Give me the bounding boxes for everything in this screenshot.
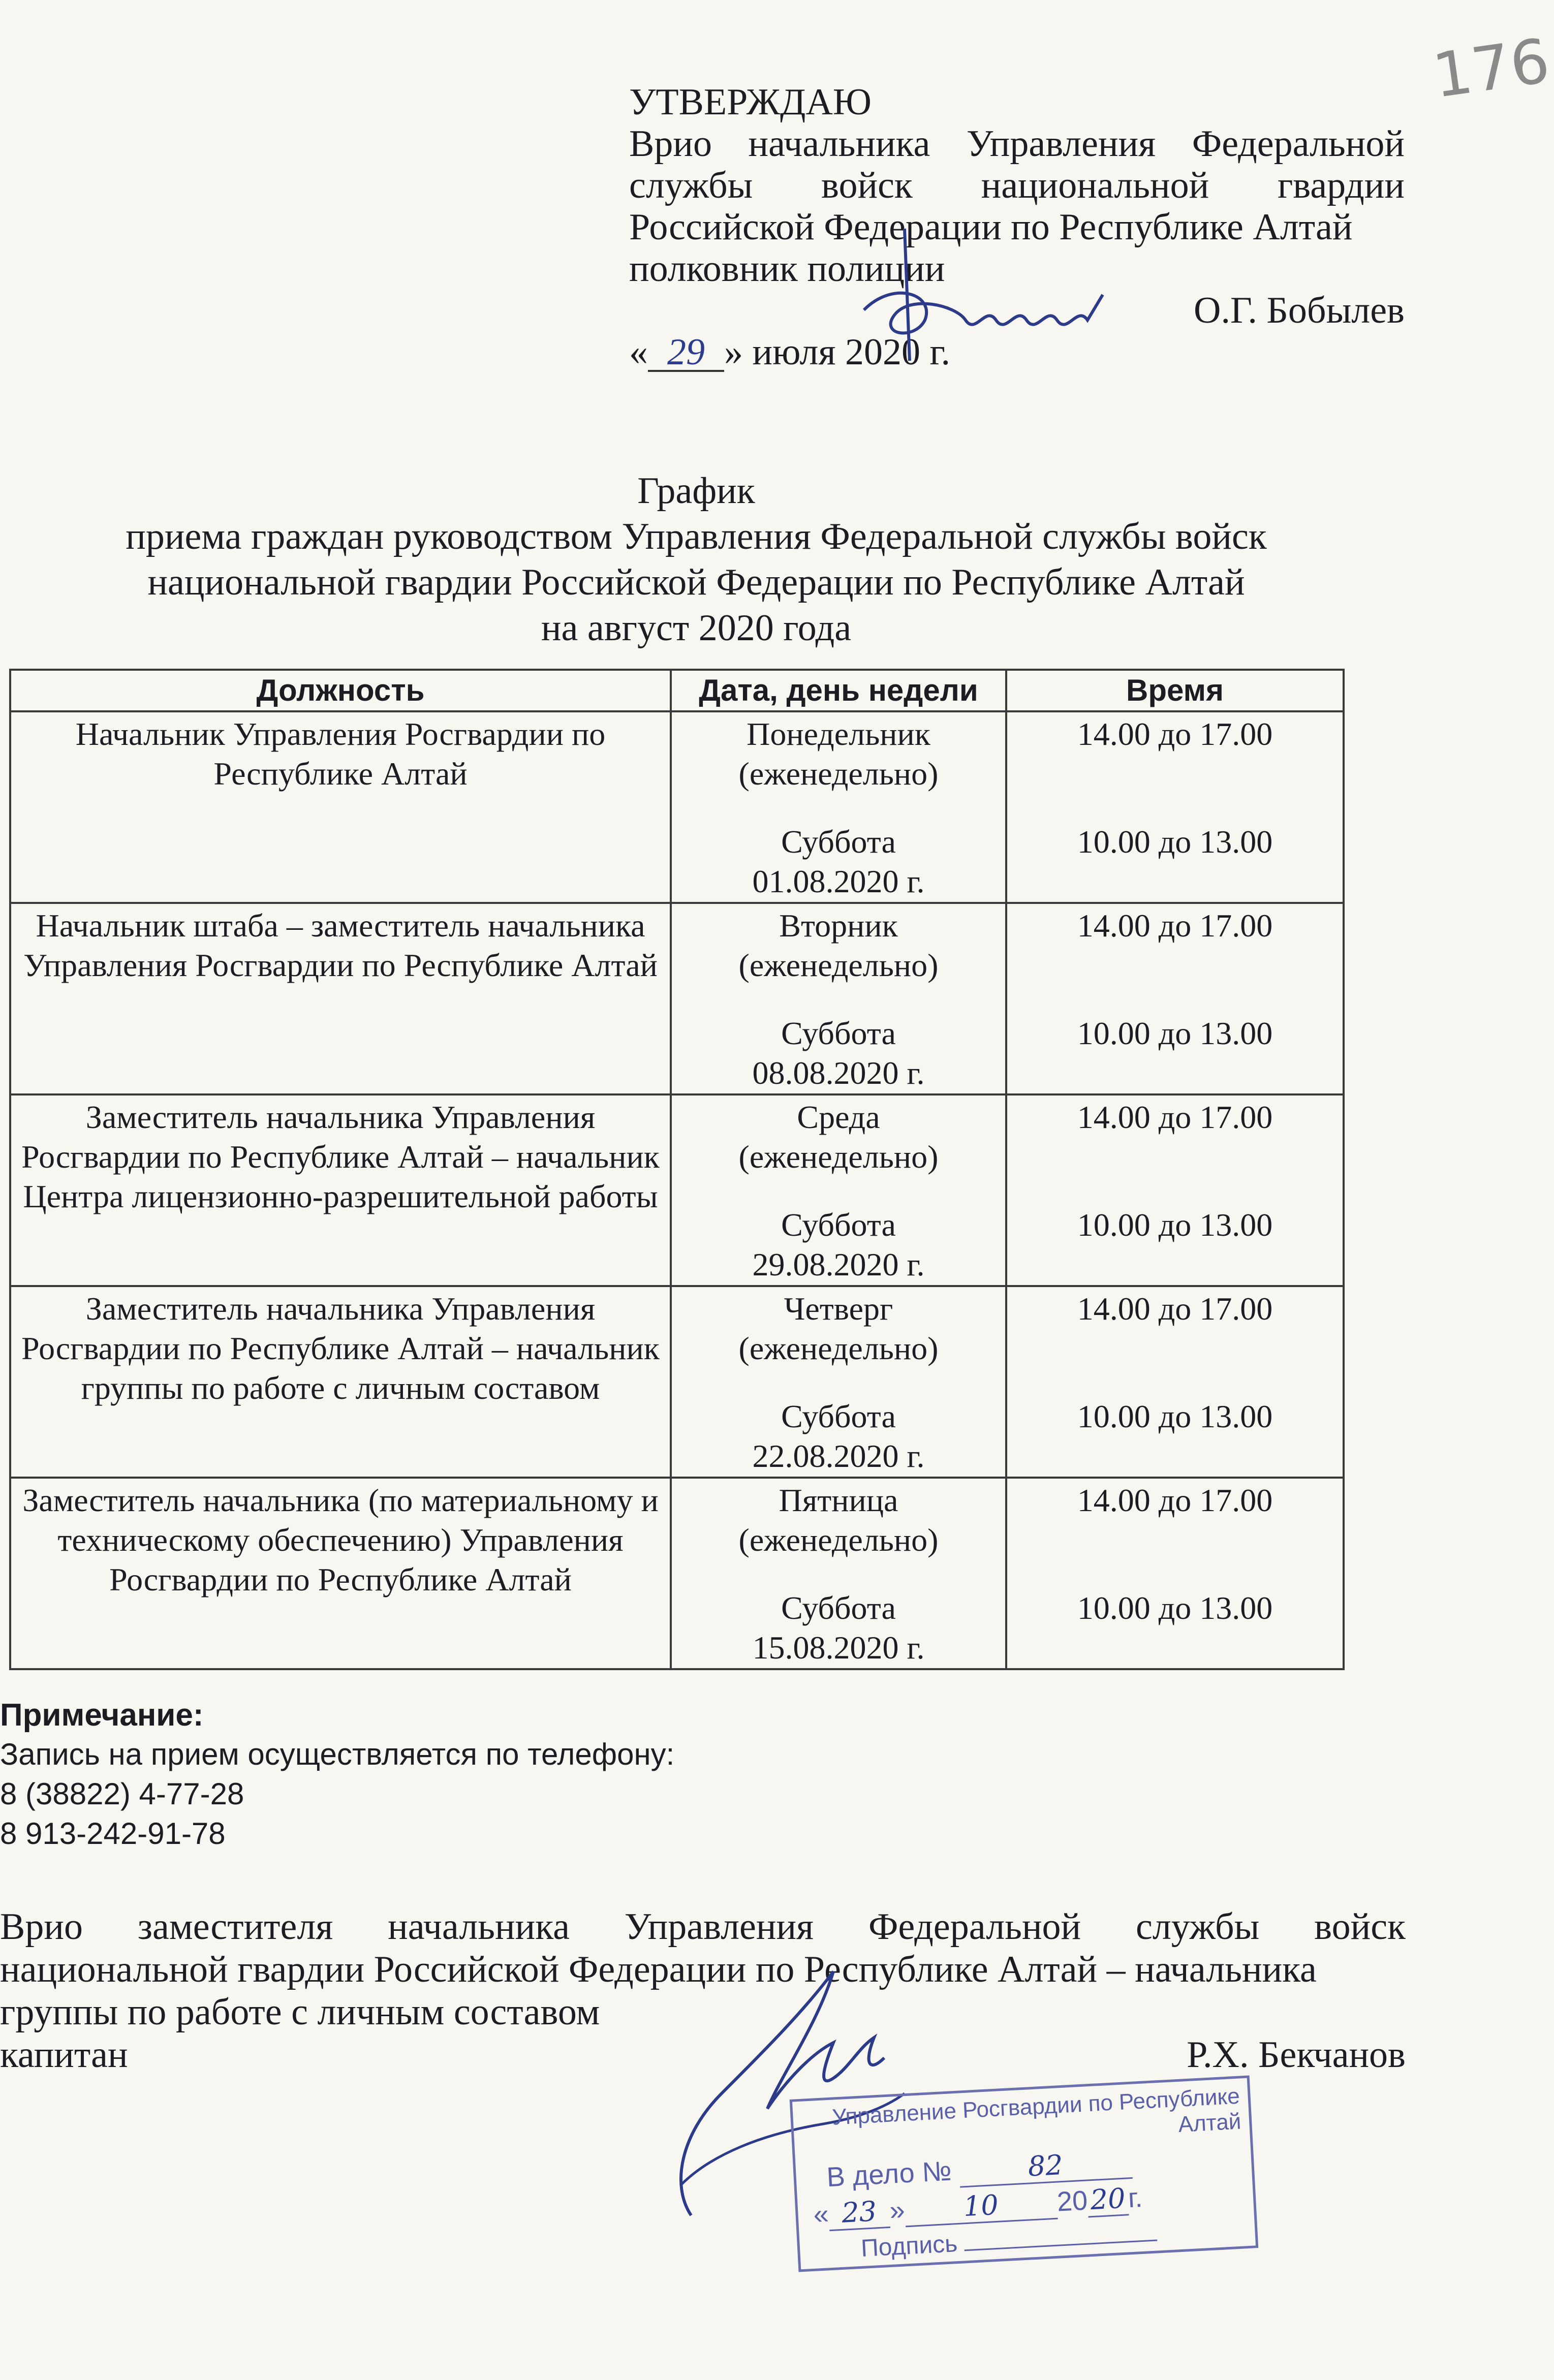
signer-line-1: Врио заместителя начальника Управления Федеральной службы войск <box>0 1906 1406 1948</box>
saturday-date: 01.08.2020 г. <box>752 863 925 899</box>
time-cell <box>1006 1286 1344 1478</box>
signer-line-2: национальной гвардии Российской Федерации по Республике Алтай – начальника <box>0 1949 1317 1990</box>
saturday-date: 22.08.2020 г. <box>752 1438 925 1474</box>
signer-line-3: группы по работе с личным составом <box>0 1991 600 2033</box>
weekly-note: (еженедельно) <box>738 1522 939 1558</box>
saturday: Суббота <box>781 1398 896 1434</box>
approval-line-3: Российской Федерации по Республике Алтай <box>629 206 1353 248</box>
note-phone-2: 8 913-242-91-78 <box>0 1817 226 1851</box>
saturday-date: 08.08.2020 г. <box>752 1055 925 1091</box>
saturday-time: 10.00 до 13.00 <box>1077 824 1273 860</box>
table-row <box>10 1094 1344 1286</box>
table-row <box>10 1478 1344 1669</box>
date-cell <box>671 711 1006 903</box>
approver-signature <box>833 218 1118 371</box>
table-header-row <box>10 670 1344 711</box>
weekday-time: 14.00 до 17.00 <box>1077 1291 1273 1327</box>
position-cell: Заместитель начальника Управления Росгвардии по Республике Алтай – начальник группы по работе с личным составом <box>10 1286 671 1478</box>
approval-line-2: службы войск национальной гвардии <box>629 165 1405 206</box>
title-line-3: национальной гвардии Российской Федерации по Республике Алтай <box>147 561 1245 603</box>
date-day: 29 <box>648 334 724 372</box>
stamp-case-number: 82 <box>958 2145 1133 2188</box>
header-position: Должность <box>10 670 671 711</box>
stamp-date-line: « 23 » 10 2020г. <box>797 2173 1254 2233</box>
weekly-note: (еженедельно) <box>738 1330 939 1366</box>
weekday-time: 14.00 до 17.00 <box>1077 907 1273 944</box>
signer-name: Р.Х. Бекчанов <box>1187 2034 1406 2076</box>
position-cell: Начальник Управления Росгвардии по Республике Алтай <box>10 711 671 903</box>
weekday-time: 14.00 до 17.00 <box>1077 716 1273 752</box>
saturday: Суббота <box>781 1207 896 1243</box>
table-row <box>10 711 1344 903</box>
title-line-1: График <box>637 470 755 512</box>
saturday-time: 10.00 до 13.00 <box>1077 1207 1273 1243</box>
table-row <box>10 1286 1344 1478</box>
date-cell <box>671 903 1006 1094</box>
stamp-org: Управление Росгвардии по Республике Алтай <box>831 2083 1242 2137</box>
signer-rank: капитан <box>0 2034 128 2076</box>
stamp-year-end: г. <box>1127 2182 1143 2214</box>
saturday-date: 15.08.2020 г. <box>752 1630 925 1666</box>
saturday-time: 10.00 до 13.00 <box>1077 1590 1273 1626</box>
saturday: Суббота <box>781 1590 896 1626</box>
title-line-2: приема граждан руководством Управления Федеральной службы войск <box>126 516 1267 557</box>
weekly-note: (еженедельно) <box>738 756 939 792</box>
weekly-note: (еженедельно) <box>738 947 939 983</box>
saturday: Суббота <box>781 1015 896 1051</box>
saturday-time: 10.00 до 13.00 <box>1077 1398 1273 1434</box>
stamp-case-label: В дело № <box>826 2155 952 2193</box>
position-cell: Начальник штаба – заместитель начальника Управления Росгвардии по Республике Алтай <box>10 903 671 1094</box>
weekday: Четверг <box>784 1291 893 1327</box>
weekday-time: 14.00 до 17.00 <box>1077 1482 1273 1518</box>
note-phone-1: 8 (38822) 4-77-28 <box>0 1777 244 1811</box>
registration-stamp <box>790 2076 1259 2272</box>
weekly-note: (еженедельно) <box>738 1139 939 1175</box>
saturday: Суббота <box>781 824 896 860</box>
date-cell <box>671 1478 1006 1669</box>
page-number: 176 <box>1428 25 1554 112</box>
saturday-time: 10.00 до 13.00 <box>1077 1015 1273 1051</box>
time-cell <box>1006 903 1344 1094</box>
stamp-year-suffix: 20 <box>1086 2182 1129 2217</box>
time-cell <box>1006 1478 1344 1669</box>
stamp-sign-label: Подпись <box>860 2230 958 2262</box>
note-heading: Примечание: <box>0 1698 204 1733</box>
saturday-date: 29.08.2020 г. <box>752 1246 925 1282</box>
title-line-4: на август 2020 года <box>541 607 852 649</box>
date-cell <box>671 1094 1006 1286</box>
weekday-time: 14.00 до 17.00 <box>1077 1099 1273 1135</box>
approver-name: О.Г. Бобылев <box>1194 290 1405 331</box>
position-cell: Заместитель начальника Управления Росгвардии по Республике Алтай – начальник Центра лицензионно-разрешительной работы <box>10 1094 671 1286</box>
time-cell <box>1006 1094 1344 1286</box>
stamp-year-prefix: 20 <box>1056 2185 1089 2217</box>
weekday: Пятница <box>779 1482 898 1518</box>
schedule-table <box>9 669 1345 1670</box>
approval-line-4: полковник полиции <box>629 248 945 290</box>
approval-line-1: Врио начальника Управления Федеральной <box>629 123 1405 165</box>
note-line-1: Запись на прием осуществляется по телефону: <box>0 1737 675 1771</box>
table-row <box>10 903 1344 1094</box>
date-cell <box>671 1286 1006 1478</box>
time-cell <box>1006 711 1344 903</box>
header-time: Время <box>1006 670 1344 711</box>
date-quote-open: « <box>629 331 648 373</box>
date-rest: » июля 2020 г. <box>724 331 951 373</box>
weekday: Понедельник <box>747 716 930 752</box>
position-cell: Заместитель начальника (по материальному и техническому обеспечению) Управления Росгвардии по Республике Алтай <box>10 1478 671 1669</box>
stamp-month: 10 <box>904 2186 1058 2228</box>
weekday: Вторник <box>779 907 898 944</box>
stamp-day: 23 <box>828 2195 890 2231</box>
weekday: Среда <box>797 1099 880 1135</box>
approval-heading: УТВЕРЖДАЮ <box>629 81 872 123</box>
header-date: Дата, день недели <box>671 670 1006 711</box>
